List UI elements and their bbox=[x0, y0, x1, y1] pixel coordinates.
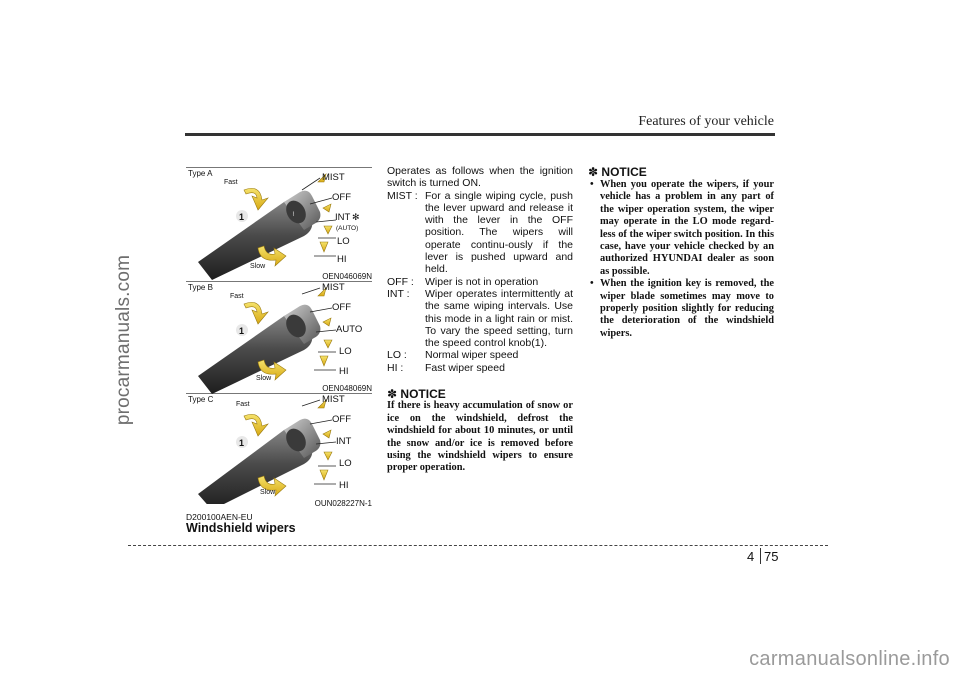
figure-b-fast-arrow bbox=[244, 302, 268, 324]
figure-a-label-int: INT bbox=[335, 212, 351, 223]
figure-a-label-auto-sub: (AUTO) bbox=[336, 225, 359, 232]
figure-c-label-off: OFF bbox=[332, 414, 351, 425]
notice-1-title: NOTICE bbox=[400, 387, 446, 402]
header-rule bbox=[185, 133, 775, 136]
figure-a-fast-arrow bbox=[244, 188, 268, 210]
figure-a-type-label: Type A bbox=[188, 169, 213, 178]
notice-2-bullet-1-text: When you operate the wipers, if your vehicle has a problem in any part of the wiper operation system, the wiper may operate in the LO mode regard-less of the wiper switch position. In this case, have your vehicle checked by an authorized HYUNDAI dealer as soon as possible. bbox=[600, 179, 774, 277]
bullet-dot: • bbox=[590, 179, 594, 190]
notice-1-symbol: ✽ bbox=[387, 387, 398, 402]
figure-a-label-off: OFF bbox=[332, 192, 351, 203]
mode-hi bbox=[387, 362, 573, 374]
figure-a-callout-number: 1 bbox=[239, 212, 245, 222]
figure-c-label-lo: LO bbox=[339, 458, 352, 469]
page-header-title: Features of your vehicle bbox=[638, 114, 774, 129]
page-number-divider bbox=[760, 548, 761, 564]
figure-c-fast-arrow bbox=[244, 414, 268, 436]
notice-2-bullet-1 bbox=[588, 179, 774, 278]
section-code: D200100AEN-EU bbox=[186, 512, 253, 522]
mode-off-text: Wiper is not in operation bbox=[425, 275, 539, 288]
mode-int-key: INT : bbox=[387, 287, 410, 300]
notice-2-symbol: ✽ bbox=[588, 165, 599, 179]
mode-mist-key: MIST : bbox=[387, 189, 418, 202]
figure-c-label-slow: Slow bbox=[260, 489, 276, 496]
mode-int bbox=[387, 288, 573, 349]
figure-a-code: OEN046069N bbox=[322, 272, 372, 281]
notice-2-title: NOTICE bbox=[601, 165, 647, 179]
notice-2-bullet-2 bbox=[588, 278, 774, 340]
mode-mist-text: For a single wiping cycle, push the lever upward and release it with the lever in the OFF position. The wipers will operate continu-ously if the lever is pushed upward and held. bbox=[425, 189, 573, 276]
page-number: 75 bbox=[764, 549, 779, 564]
mode-hi-key: HI : bbox=[387, 361, 404, 374]
footer-rule bbox=[128, 545, 828, 546]
wiper-lever-illustrations bbox=[186, 168, 372, 504]
mode-int-text: Wiper operates intermittently at the same wiping intervals. Use this mode in a light rain or mist. To vary the speed setting, turn the speed control knob(1). bbox=[425, 287, 573, 350]
figure-c-label-int: INT bbox=[336, 436, 352, 447]
notice-1-text: If there is heavy accumulation of snow or ice on the windshield, defrost the windshield for about 10 minutes, or until the snow and/or ice is removed before using the windshield wipers to ensure proper operation. bbox=[387, 400, 573, 474]
figure-c bbox=[198, 394, 352, 504]
figure-b-label-slow: Slow bbox=[256, 375, 272, 382]
notice-1-heading bbox=[387, 388, 573, 400]
notice-2-bullet-2-text: When the ignition key is removed, the wiper blade sometimes may move to properly position slightly for reducing the deterioration of the windshield wipers. bbox=[600, 278, 774, 339]
bullet-dot: • bbox=[590, 278, 594, 290]
figure-a-label-slow: Slow bbox=[250, 263, 266, 270]
figure-c-label-hi: HI bbox=[339, 480, 349, 491]
figure-a-label-hi: HI bbox=[337, 254, 347, 265]
mode-off-key: OFF : bbox=[387, 275, 414, 288]
figure-b bbox=[198, 282, 362, 394]
figure-c-label-mist: MIST bbox=[322, 394, 345, 405]
figure-b-label-off: OFF bbox=[332, 302, 351, 313]
figure-b-code: OEN048069N bbox=[322, 384, 372, 393]
figure-c-code: OUN028227N-1 bbox=[314, 499, 372, 508]
figure-c-callout-number: 1 bbox=[239, 438, 245, 448]
figure-b-label-fast: Fast bbox=[230, 293, 244, 300]
figure-b-label-lo: LO bbox=[339, 346, 352, 357]
figure-b-callout-number: 1 bbox=[239, 326, 245, 336]
side-watermark: procarmanuals.com bbox=[113, 254, 134, 426]
figure-b-label-mist: MIST bbox=[322, 282, 345, 293]
figure-c-label-fast: Fast bbox=[236, 401, 250, 408]
mode-mist bbox=[387, 190, 573, 276]
section-title: Windshield wipers bbox=[186, 521, 296, 535]
figure-a-label-fast: Fast bbox=[224, 179, 238, 186]
mode-hi-text: Fast wiper speed bbox=[425, 361, 505, 374]
bottom-watermark: carmanualsonline.info bbox=[749, 648, 950, 670]
figure-b-type-label: Type B bbox=[188, 283, 213, 292]
figure-b-label-hi: HI bbox=[339, 366, 349, 377]
figure-a-label-mist: MIST bbox=[322, 172, 345, 183]
intro-text: Operates as follows when the ignition switch is turned ON. bbox=[387, 165, 573, 190]
wiper-modes-column bbox=[387, 165, 573, 475]
figure-c-type-label: Type C bbox=[188, 395, 214, 404]
mode-lo bbox=[387, 349, 573, 361]
figure-b-label-auto: AUTO bbox=[336, 324, 363, 335]
figure-a-label-lo: LO bbox=[337, 236, 350, 247]
figure-a-int-symbol: ✻ bbox=[352, 213, 360, 223]
mode-lo-text: Normal wiper speed bbox=[425, 349, 519, 362]
svg-text:⌇: ⌇ bbox=[292, 212, 295, 218]
notice-2-heading bbox=[588, 165, 774, 179]
page-chapter-number: 4 bbox=[747, 549, 755, 564]
figure-a bbox=[198, 172, 360, 280]
mode-off bbox=[387, 276, 573, 288]
notice-2-column bbox=[588, 165, 774, 340]
mode-lo-key: LO : bbox=[387, 349, 407, 362]
